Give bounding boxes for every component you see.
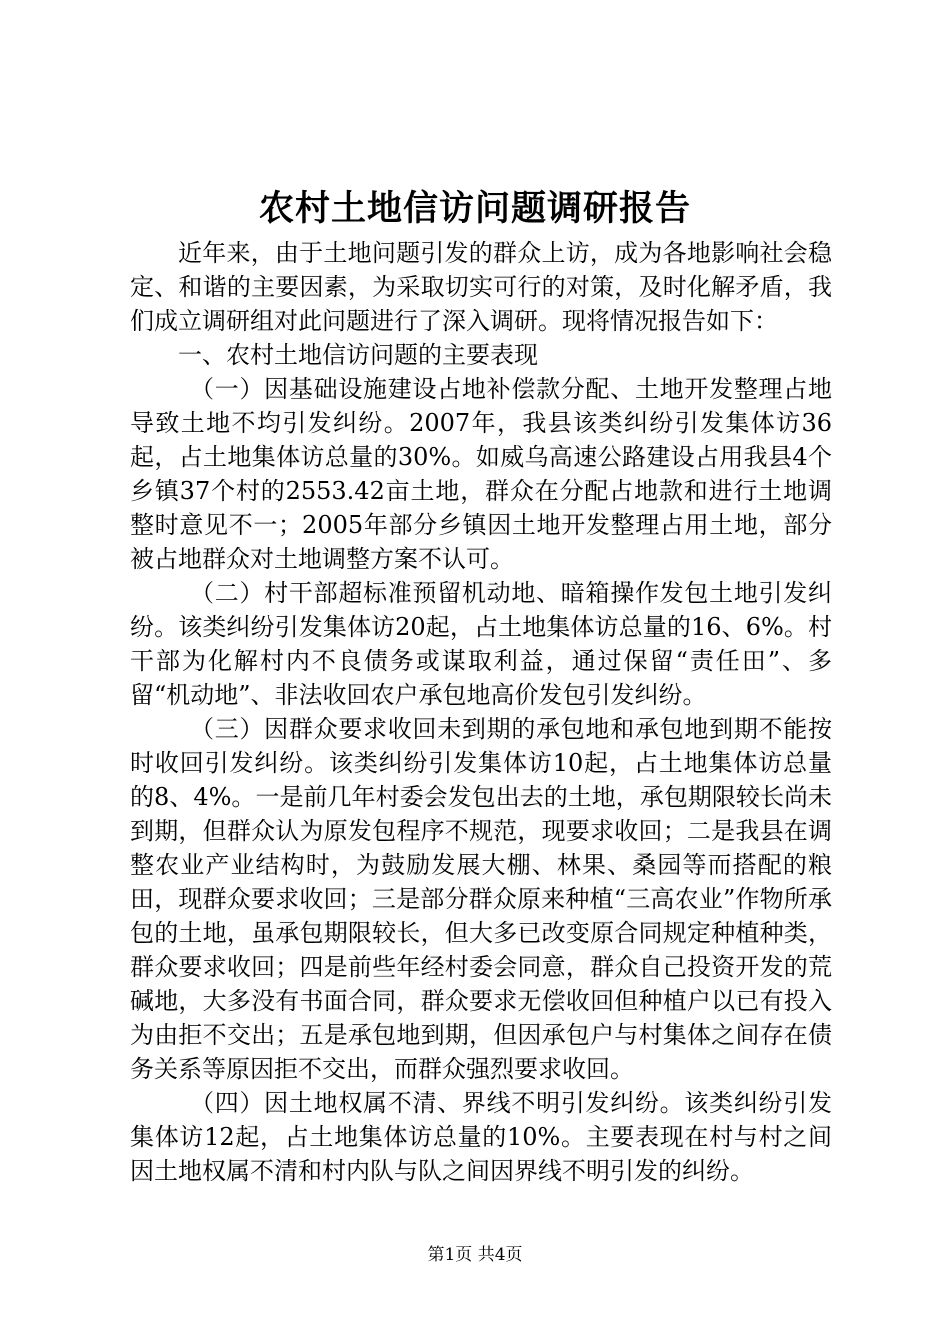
subsection-paragraph-1: （一）因基础设施建设占地补偿款分配、土地开发整理占地导致土地不均引发纠纷。2007年，我县该类纠纷引发集体访36起，占土地集体访总量的30%。如威乌高速公路建设占用我县4个乡镇37个村的2553.42亩土地，群众在分配占地款和进行土地调整时意见不一；2005年部分乡镇因土地开发整理占用土地，部分被占地群众对土地调整方案不认可。 xyxy=(130,375,832,573)
document-title: 农村土地信访问题调研报告 xyxy=(258,188,691,229)
subsection-paragraph-4: （四）因土地权属不清、界线不明引发纠纷。该类纠纷引发集体访12起，占土地集体访总量的10%。主要表现在村与村之间因土地权属不清和村内队与队之间因界线不明引发的纠纷。 xyxy=(130,1089,832,1185)
section-heading: 一、农村土地信访问题的主要表现 xyxy=(178,341,538,369)
intro-paragraph: 近年来，由于土地问题引发的群众上访，成为各地影响社会稳定、和谐的主要因素，为采取切实可行的对策，及时化解矛盾，我们成立调研组对此问题进行了深入调研。现将情况报告如下： xyxy=(130,239,832,335)
document-body xyxy=(130,236,832,1188)
subsection-paragraph-2: （二）村干部超标准预留机动地、暗箱操作发包土地引发纠纷。该类纠纷引发集体访20起，占土地集体访总量的16、6%。村干部为化解村内不良债务或谋取利益，通过保留“责任田”、多留“机动地”、非法收回农户承包地高价发包引发纠纷。 xyxy=(130,579,832,709)
page-footer: 第1页 共4页 xyxy=(427,1245,523,1265)
subsection-paragraph-3: （三）因群众要求收回未到期的承包地和承包地到期不能按时收回引发纠纷。该类纠纷引发集体访10起，占土地集体访总量的8、4%。一是前几年村委会发包出去的土地，承包期限较长尚未到期，但群众认为原发包程序不规范，现要求收回；二是我县在调整农业产业结构时，为鼓励发展大棚、林果、桑园等而搭配的粮田，现群众要求收回；三是部分群众原来种植“三高农业”作物所承包的土地，虽承包期限较长，但大多已改变原合同规定种植种类，群众要求收回；四是前些年经村委会同意，群众自己投资开发的荒碱地，大多没有书面合同，群众要求无偿收回但种植户以已有投入为由拒不交出；五是承包地到期，但因承包户与村集体之间存在债务关系等原因拒不交出，而群众强烈要求收回。 xyxy=(130,715,832,1083)
